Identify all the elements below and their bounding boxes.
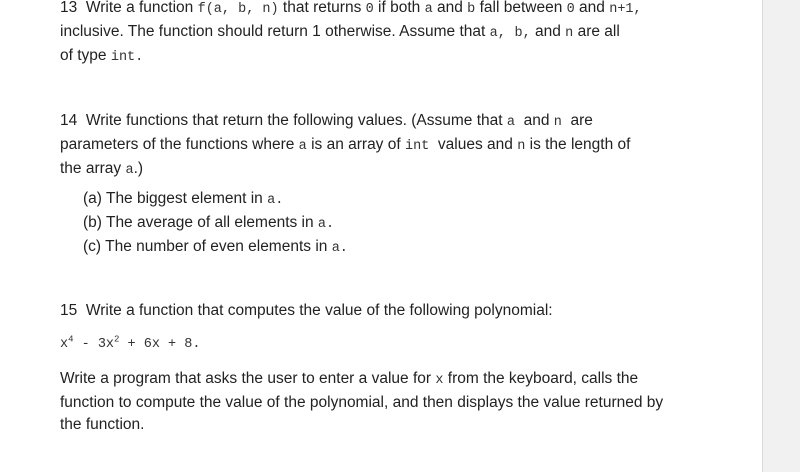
question-13-line-1: 13 Write a function f(a, b, n) that returns 0 if both a and b fall between 0 and n+1, (60, 0, 642, 17)
question-14-line-1: 14 Write functions that return the following values. (Assume that a and n are (60, 112, 593, 130)
question-14 (60, 110, 680, 182)
question-15 (60, 300, 680, 322)
question-15-line-1: 15 Write a function that computes the value of the following polynomial: (60, 302, 553, 319)
question-15-program-line-2: function to compute the value of the polynomial, and then displays the value returned by (60, 394, 664, 411)
question-15-program-line-1: Write a program that asks the user to enter a value for x from the keyboard, calls the (60, 370, 639, 388)
scrollbar-gutter[interactable] (762, 0, 800, 472)
question-14-item-a: (a) The biggest element in a. (83, 190, 284, 208)
question-13-number: 13 (60, 0, 78, 16)
question-13-line-3: of type int. (60, 47, 144, 65)
question-14-line-3: the array a.) (60, 160, 144, 178)
question-14-item-b: (b) The average of all elements in a. (83, 214, 335, 232)
question-13 (60, 0, 680, 69)
question-14-item-c: (c) The number of even elements in a. (83, 238, 348, 256)
question-15-number: 15 (60, 302, 78, 319)
question-14-number: 14 (60, 112, 78, 129)
question-14-subitems (83, 188, 643, 260)
question-13-line-2: inclusive. The function should return 1 otherwise. Assume that a, b, and n are all (60, 23, 620, 41)
polynomial: $x^4 - 3x^2 + 6x + 8$. (60, 334, 201, 352)
question-15-program (60, 368, 680, 436)
question-14-line-2: parameters of the functions where a is an array of int values and n is the length of (60, 136, 631, 154)
question-15-program-line-3: the function. (60, 416, 145, 433)
